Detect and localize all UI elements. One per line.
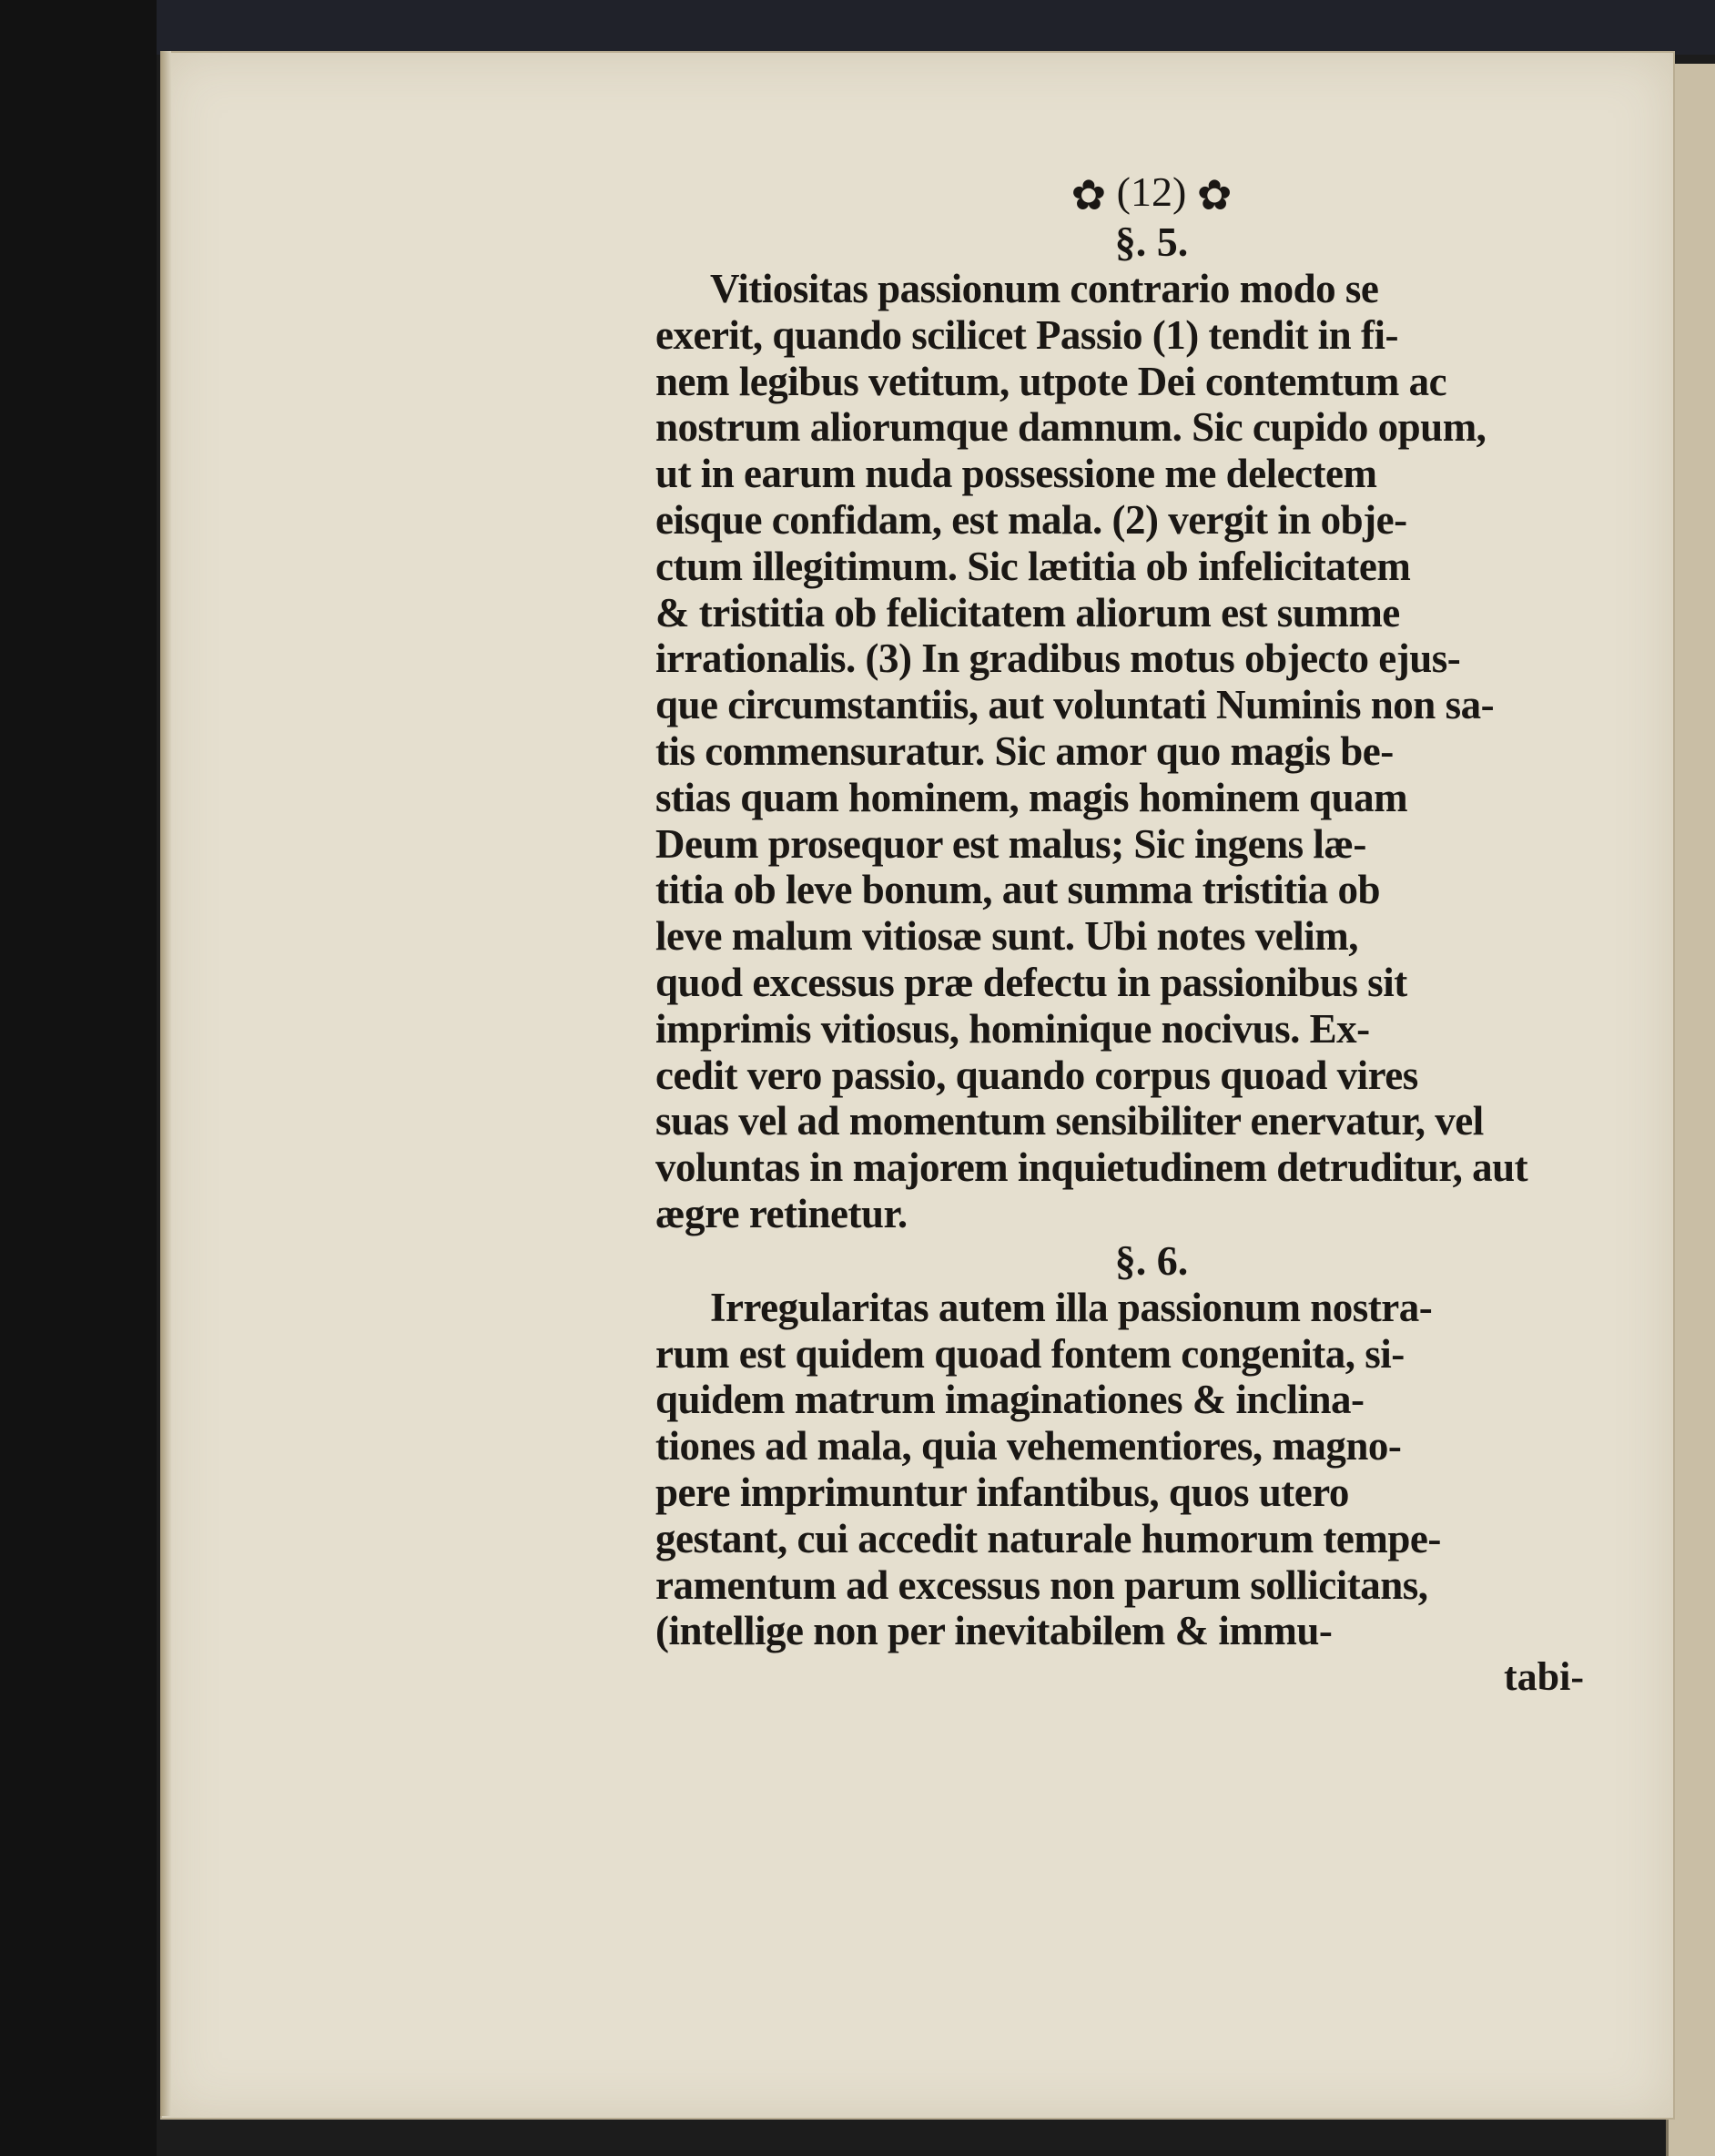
text-line: Vitiositas passionum contrario modo se bbox=[710, 266, 1379, 311]
flower-ornament-left-icon: ✿ bbox=[1071, 172, 1107, 219]
text-line: nostrum aliorumque damnum. Sic cupido opum, bbox=[655, 404, 1487, 451]
text-line: ut in earum nuda possessione me delectem bbox=[655, 451, 1377, 497]
text-line: imprimis vitiosus, hominique nocivus. Ex- bbox=[655, 1005, 1370, 1052]
page-text bbox=[655, 166, 1593, 1700]
text-line: voluntas in majorem inquietudinem detruditur, aut bbox=[655, 1144, 1528, 1191]
text-line: pere imprimuntur infantibus, quos utero bbox=[655, 1469, 1349, 1515]
text-line: titia ob leve bonum, aut summa tristitia ob bbox=[655, 867, 1381, 913]
text-line: tiones ad mala, quia vehementiores, magno- bbox=[655, 1423, 1402, 1470]
text-line: & tristitia ob felicitatem aliorum est summe bbox=[655, 589, 1400, 636]
text-line: gestant, cui accedit naturale humorum tempe- bbox=[655, 1515, 1441, 1561]
text-line: eisque confidam, est mala. (2) vergit in obje- bbox=[655, 496, 1407, 543]
text-line: Deum prosequor est malus; Sic ingens læ- bbox=[655, 820, 1366, 867]
page-gutter bbox=[160, 51, 171, 2116]
text-line: ægre retinetur. bbox=[655, 1190, 908, 1236]
text-line: suas vel ad momentum sensibiliter enervatur, vel bbox=[655, 1098, 1484, 1144]
text-line: irrationalis. (3) In gradibus motus objecto ejus- bbox=[655, 636, 1461, 682]
text-line: (intellige non per inevitabilem & immu- bbox=[655, 1608, 1333, 1654]
section-5-body bbox=[655, 266, 1593, 1237]
flower-ornament-right-icon: ✿ bbox=[1196, 172, 1233, 219]
page-header bbox=[710, 166, 1593, 219]
text-line: leve malum vitiosæ sunt. Ubi notes velim, bbox=[655, 913, 1358, 960]
text-line: que circumstantiis, aut voluntati Numinis non sa- bbox=[655, 682, 1495, 728]
text-line: quod excessus præ defectu in passionibus sit bbox=[655, 959, 1407, 1005]
text-line: stias quam hominem, magis hominem quam bbox=[655, 774, 1408, 820]
text-line: nem legibus vetitum, utpote Dei contemtum ac bbox=[655, 358, 1447, 404]
text-line: tis commensuratur. Sic amor quo magis be- bbox=[655, 727, 1394, 774]
scan-background-top bbox=[0, 0, 1715, 55]
section-6-heading: §. 6. bbox=[1114, 1236, 1189, 1284]
catchword: tabi- bbox=[1504, 1654, 1584, 1700]
text-line: ramentum ad excessus non parum sollicitans, bbox=[655, 1561, 1428, 1608]
text-line: exerit, quando scilicet Passio (1) tendit in fi- bbox=[655, 311, 1398, 358]
text-line: rum est quidem quoad fontem congenita, si- bbox=[655, 1330, 1405, 1377]
section-6-body bbox=[655, 1285, 1593, 1654]
scan-background-left bbox=[0, 0, 157, 2156]
section-5-heading: §. 5. bbox=[1114, 219, 1189, 265]
text-line: ctum illegitimum. Sic lætitia ob infelicitatem bbox=[655, 543, 1411, 589]
text-line: cedit vero passio, quando corpus quoad vires bbox=[655, 1052, 1418, 1098]
text-line: Irregularitas autem illa passionum nostra- bbox=[710, 1284, 1433, 1330]
page-number: (12) bbox=[1116, 168, 1187, 215]
text-line: quidem matrum imaginationes & inclina- bbox=[655, 1377, 1365, 1423]
